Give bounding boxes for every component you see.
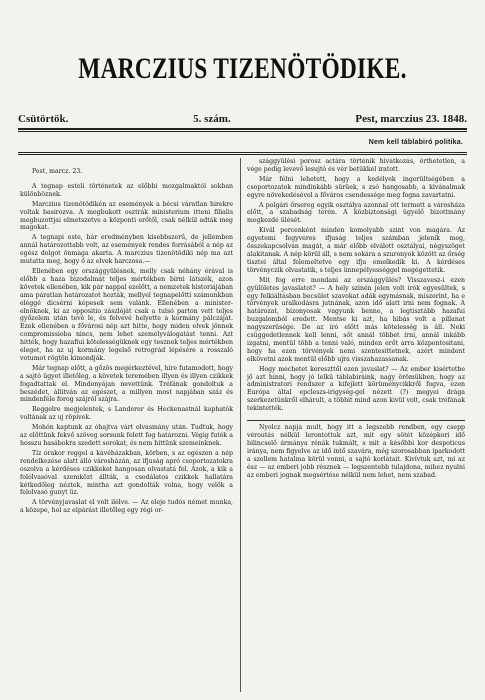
article-paragraph: szággyülési porosz actára történik hivatkozás, érthetetlen, a vége pedig levevő lesujtó és vér betükkel iratott. [247, 158, 465, 173]
motto: Nem kell táblabiró politika. [368, 139, 463, 146]
article-paragraph: A tegnap esteli történetek az előbbi mozgalmaktól sokban különböznek. [20, 182, 233, 198]
article-paragraph: Ellenében egy országgyülésnek, melly csak néhány érával is előbb a haza bizodalmát teljes mértékben birni látszék, azon követek ellenében, kik pár nappal ezelőtt, a nemzetek historiájában ama páratlan határozatot hozták, mellyel tegnapelőtti számunkban eléggé dicsérni képesek sem valánk. Ellenében a minister-elnöknek, ki az oppositio zászlóját csak a tulsó parton vett teljes győzelem után tevé le, és felvevé helyette a kormány pálczáját. Ezek ellenében a fővárosi nép azt hitte, hogy miden elvek jönnek compromissioba nincs, nem lehet személyválogatást tenni. Azt hitték, hogy hazafiui kötelességüknek egy tesznek teljes mértékben eleget, ha az uj kormány legelső retrográd lépésére a rosszaló votumot rögtön kimondják. [20, 267, 233, 362]
left-column [20, 158, 233, 698]
header-rule [18, 128, 467, 130]
column-divider [240, 158, 241, 692]
article-paragraph: Marczius tizenötödikén az események a bécsi váratlan hirekre voltak basirozva. A megbukott osztrák ministerium itteni filialis megbuzottjai elmetszetve a központi erőtől, csak nélkül adták meg magokat. [20, 200, 233, 232]
article-paragraph: Már félni lehetett, hogy a kedélyek ingerültségében a csoportozatok mindinkább sürüek, s zsó hangosabb, a kivánalmak egyre növekedésével a főváros csendessége meg fogna zavartatni. [247, 175, 465, 199]
dateline: Pest, marcz. 23. [32, 168, 83, 175]
article-paragraph: Mit fog erre mondani az országgyülés? Visszavesz-i ezen gyülöletes javaslatot? — A hely szinén jelen volt irók egyesültek, s egy felkiáltásban becsület szavokat adák egymásnak, miszerint, ha e törvények uralkodásra jutnának, azon idő alatt irni nem fognak. A határozat, bizonyosak vagyunk benne, a legtisztább hazafui buzgalomból eredett. Mentse ki azt, ha hibás volt a pillanat nagyszerüsége. De az író előtt más kötelesség is áll. Neki csüggedetlennek kell lenni, sőt annál többet írni, annál inkább izgatni, mentül több a tenni való, minden erőt arra központositani, hogy ha ezen törvények nemi szentesittetnek, azért mindent elkövetni azok mentül előbb ujra visszahazassanak. [247, 276, 465, 363]
motto-rule-thin [18, 154, 467, 155]
issue-meta-row [18, 113, 467, 125]
article-paragraph: A polgári őrsereg egyik osztálya azonnal ott termett a városháza előtt, a szabadság terén. A közbiztonsági ügyelő bizottmány megkezdé ülését. [247, 201, 465, 225]
section-rule [247, 420, 465, 421]
issue-date: Pest, marczius 23. 1848. [355, 113, 467, 125]
article-paragraph: Mohón kaptunk az óhajtva várt olvasmány után. Tudtuk, hogy az előttünk fekvő szöveg sorsunk felett fog határozni. Végig futók a hosszu hasábokra szedett sorokat, és nem hittünk szemeinknek. [20, 424, 233, 447]
header-rule-thin [18, 131, 467, 132]
article-paragraph: A törvényjavaslat el volt ilélve. — Az eleje tudós német munka, a közepe, hol az elpárást illetőleg egy régi or- [20, 499, 233, 515]
article-paragraph: Tíz órakor reggel a kávéházakban, körben, s az egészen a nép rendelkezése alatt álló városházán, az ifjuság apró csoportozatokra oszolva a kérdéses czikkeket hangosan olvastatá fel. Azok, a kik a folólvasóval szemközt állták, a csodálatos czikkek hallatára kétkedőleg néztek, mintha azt gondolták volna, hogy velők a felolvasó gunyt üz. [20, 449, 233, 497]
right-column [247, 158, 465, 698]
article-paragraph: Reggelre megjelentek, s Landerer és Heckenastnál kaphatók voltának az uj röpivek. [20, 406, 233, 422]
article-paragraph: Már tegnap előtt, a gőzös megérkeztével, hire futamodott, hogy a sajtó ügyet illetőleg, a követek teremében illyen és illyen czikkek fogadtattak el. Mindenyájan nevettünk. Tréfának gondoltuk a beszédet, állitván az egészet, a millyen most napjában száz és mindenféle forog szájról szájra. [20, 364, 233, 404]
masthead-title: MARCZIUS TIZENÖTÖDIKE. [78, 52, 407, 85]
article-paragraph: Hogy mechetet kereszttől ezen javaslat? — Az ember kisértetbe jő azt hinni, hogy jó lelkü táblabiráink, nagy örömükben, hogy az administratori rendszer a kifejlett körüménycikkről fogva, ezen Európa által epcleszs-irigység-gel nézett (?) megyei drága szerkezetünkről elhárult, a többit mind azon kivül volt, csak tréfának tekintették. [247, 365, 465, 413]
issue-day: Csütörtök. [18, 113, 69, 125]
issue-number: 5. szám. [193, 113, 231, 125]
article-paragraph: A tegnapi este, bár eredményben kisebbszerű, de jellemben annál határozottabb volt, az események rendes forrásából a nép az egész dolgot önmaga akarta. A marczius tizenötödiki nép ma azt mutatta meg, hogy ő az elvek harczosa.— [20, 234, 233, 266]
motto-rule [18, 152, 467, 153]
article-paragraph: Nyolcz napja mult, hogy itt a legszebb rendben, egy csepp véroutás nélkül lerontottuk azt, mit egy sötét középkori idő bilincselő ármánya rénák tukmált, s mit a későbbi kor despoticus iránya, nem figyelve az idő intő szavára, még szorosabban iparkodott a szellem hatalma körül vonni, a sajtó korlátait. Kivívtuk azt, mi az ész — az emberi jobb résznek — legszentebb tulajdona, mihez nyulni az emberi jognak megsértése nélkül nem lehet, nem szabad. [247, 424, 465, 479]
article-paragraph: Kivál percenként minden komolyabb szint von magára. Az egyetemi fegyveres ifjuság teljes számban jelenik meg, összekapcsolván magát, a már előbb elválott osztályai, négyszöget alakitanak. A nép körül áll, s nem sokára a szuronyok között az őrség tisztei által felemeltetve egy ifju emelkedik ki. A kérdéses törvényczik olvastatik, s teljes ünnepélyességgel megégettetik. [247, 227, 465, 274]
